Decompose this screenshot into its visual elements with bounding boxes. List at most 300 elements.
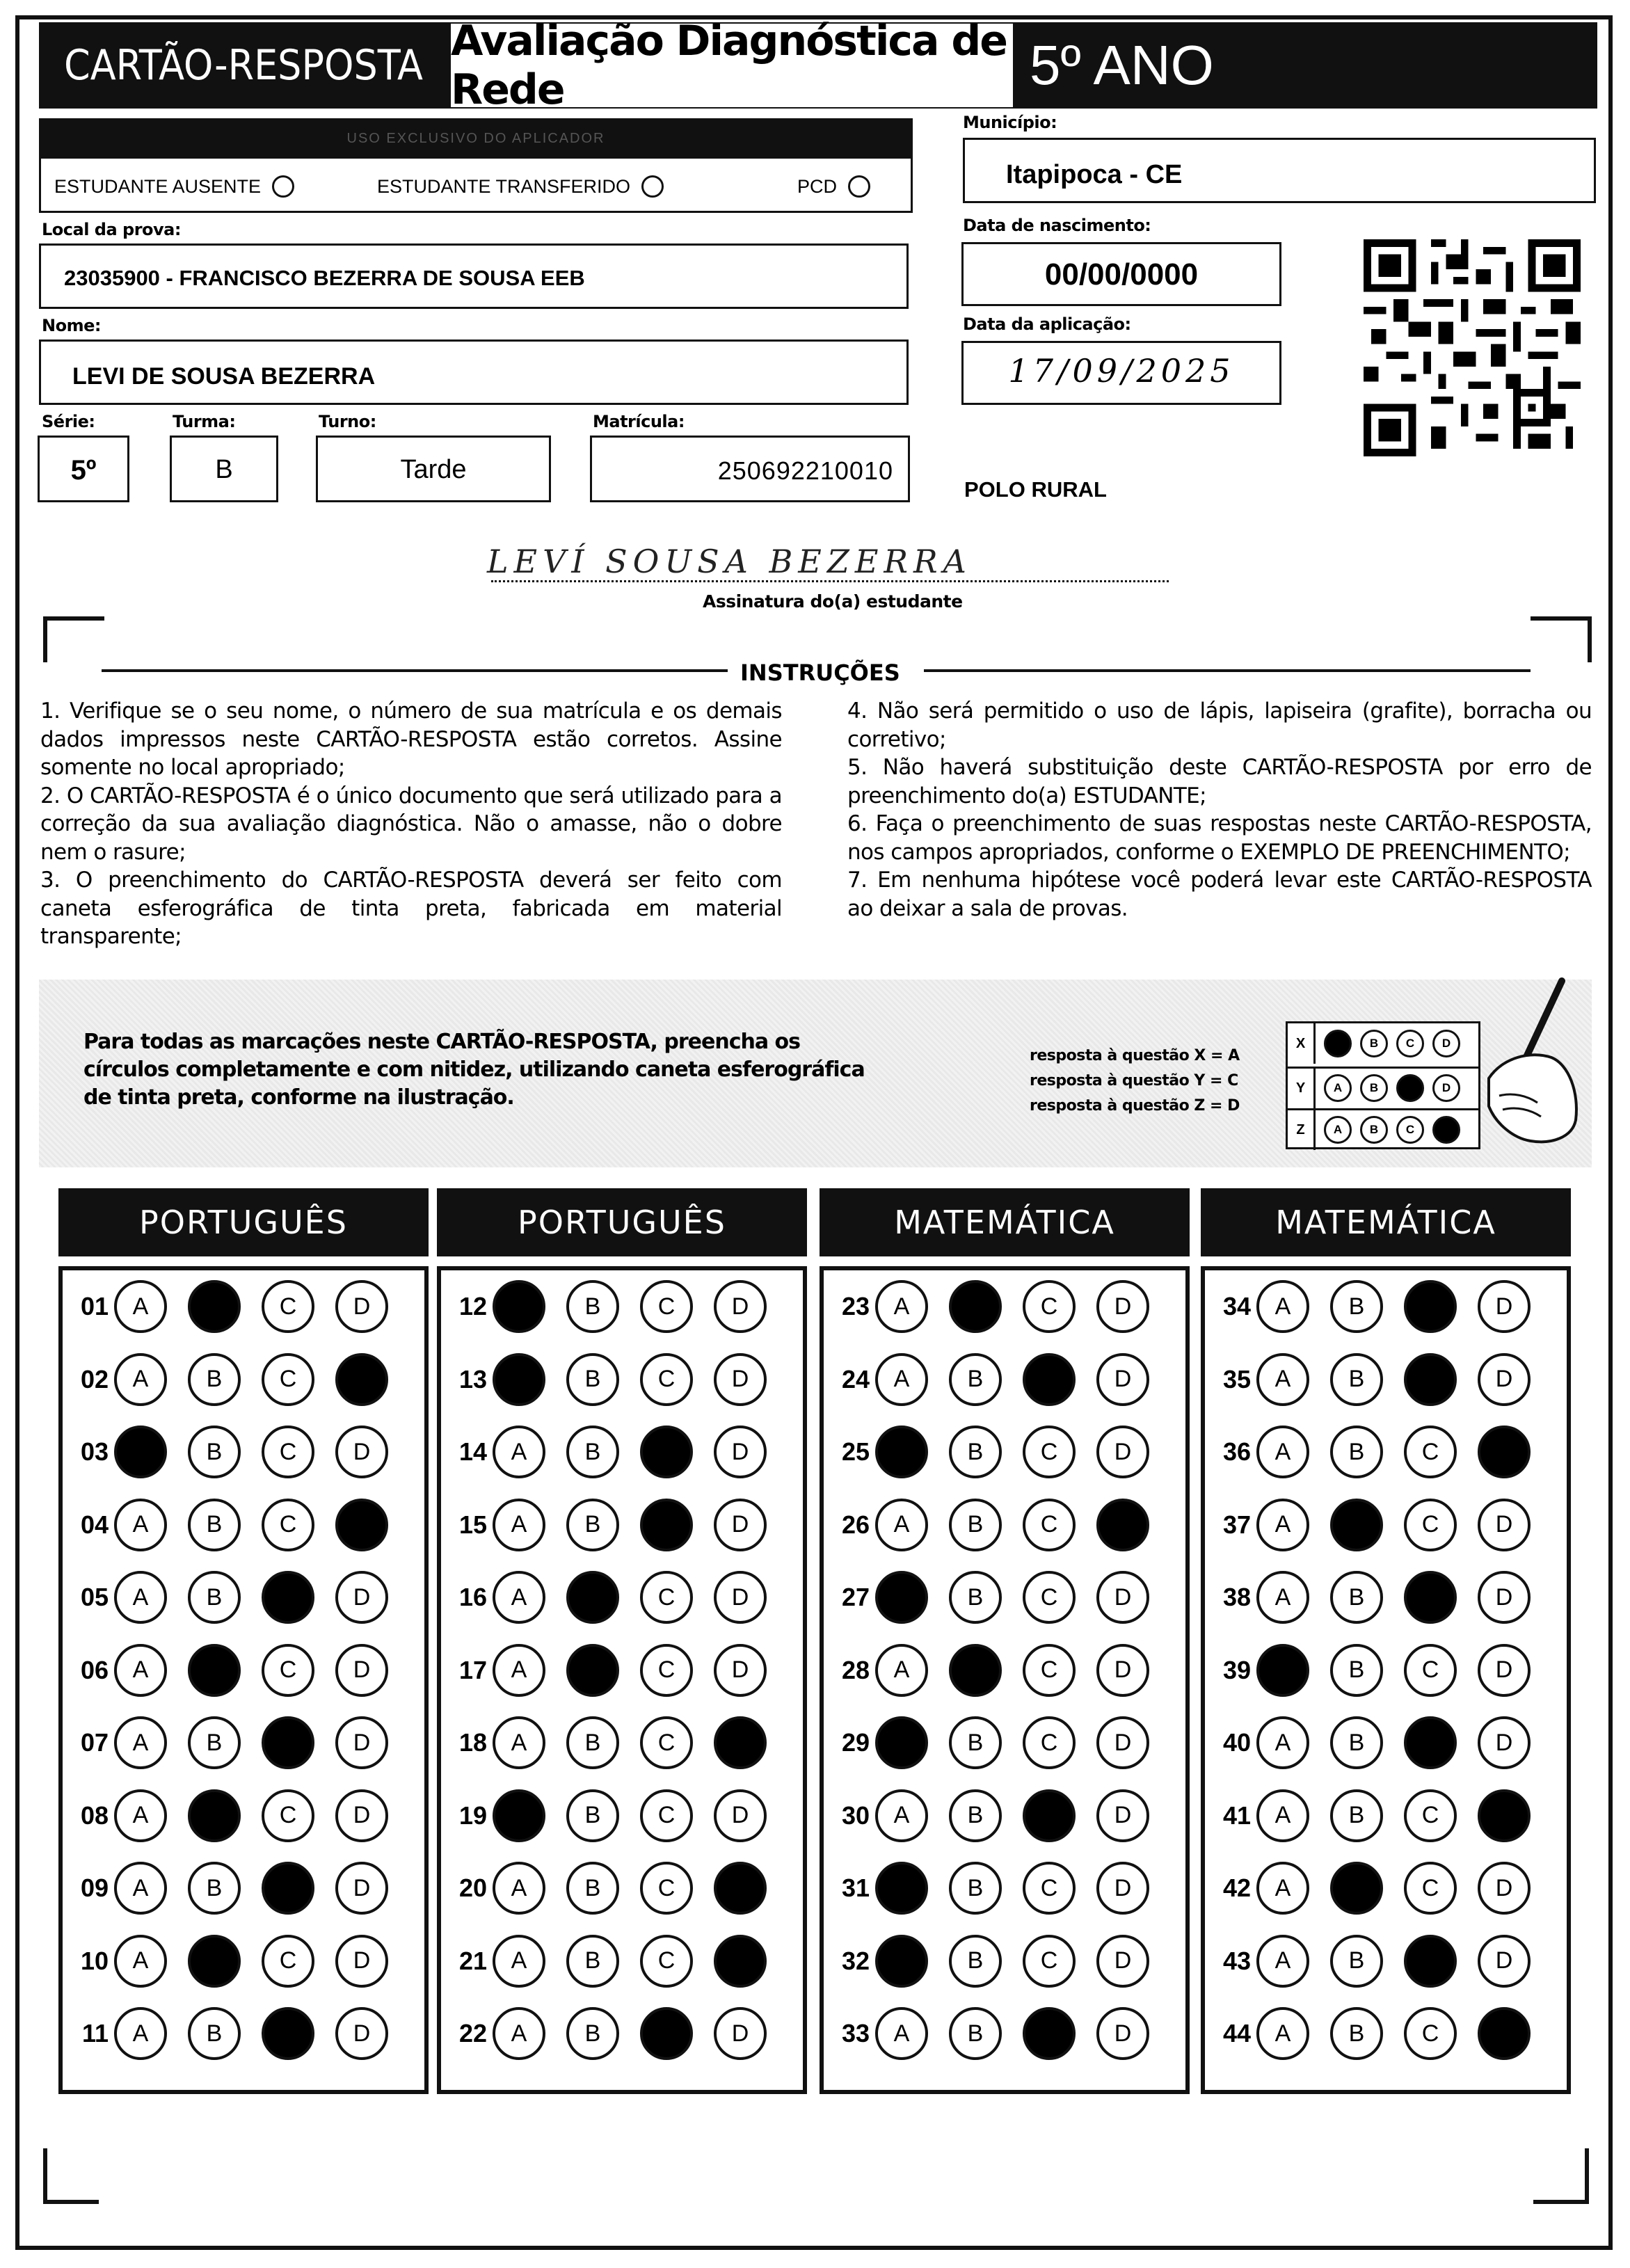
answer-bubble-a[interactable]: A [493, 1571, 545, 1624]
answer-bubble-a[interactable]: A [493, 1499, 545, 1551]
answer-bubble-c[interactable] [640, 2007, 693, 2060]
answer-bubble-c[interactable]: C [262, 1499, 314, 1551]
section-header: PORTUGUÊS [437, 1188, 807, 1256]
answer-bubble-d[interactable]: D [714, 1353, 767, 1406]
answer-bubble-c[interactable] [1404, 1280, 1457, 1333]
answer-bubble-c[interactable]: C [640, 1644, 693, 1697]
example-line-x: resposta à questão X = A [1030, 1047, 1240, 1064]
answer-bubble-b[interactable]: B [949, 1571, 1002, 1624]
question-number: 37 [1222, 1510, 1251, 1539]
answer-bubble-b[interactable]: B [1330, 1644, 1383, 1697]
pcd-label: PCD [797, 175, 838, 197]
absent-option[interactable] [54, 175, 294, 198]
transferred-label: ESTUDANTE TRANSFERIDO [377, 175, 631, 197]
answer-bubble-b[interactable] [1330, 1499, 1383, 1551]
question-number: 04 [80, 1510, 109, 1539]
answer-bubble-d[interactable]: D [335, 1426, 388, 1478]
answer-bubble-b[interactable]: B [188, 1499, 241, 1551]
answer-bubble-d[interactable] [335, 1499, 388, 1551]
question-row [68, 1788, 388, 1844]
hand-pen-icon [1447, 974, 1586, 1148]
answer-bubble-a[interactable]: A [875, 1353, 928, 1406]
polo-label: POLO RURAL [964, 477, 1107, 502]
question-row [829, 1643, 1149, 1698]
question-number: 27 [841, 1583, 870, 1611]
section-header: PORTUGUÊS [58, 1188, 429, 1256]
answer-bubble-b[interactable]: B [566, 1716, 619, 1769]
example-bubble-c: C [1396, 1030, 1424, 1057]
answer-bubble-b[interactable]: B [566, 1499, 619, 1551]
answer-bubble-d[interactable]: D [1096, 2007, 1149, 2060]
answer-bubble-b[interactable] [188, 1280, 241, 1333]
answer-bubble-a[interactable] [114, 1426, 167, 1478]
answer-bubble-c[interactable]: C [262, 1789, 314, 1842]
pcd-bubble[interactable] [848, 175, 870, 198]
answer-bubble-b[interactable]: B [566, 1935, 619, 1988]
question-row [1210, 1715, 1531, 1771]
question-number: 26 [841, 1510, 870, 1539]
nome-label: Nome: [42, 316, 101, 335]
answer-bubble-d[interactable]: D [335, 1644, 388, 1697]
absent-bubble[interactable] [272, 175, 294, 198]
question-row [68, 1279, 388, 1334]
example-line-z: resposta à questão Z = D [1030, 1097, 1240, 1115]
answer-bubble-a[interactable] [493, 1789, 545, 1842]
answer-bubble-d[interactable]: D [335, 1935, 388, 1988]
transferred-option[interactable] [377, 175, 664, 198]
signature-line [491, 580, 1169, 582]
answer-bubble-d[interactable]: D [1478, 1353, 1531, 1406]
question-row [68, 1497, 388, 1553]
question-number: 35 [1222, 1364, 1251, 1393]
answer-bubble-c[interactable]: C [1023, 1644, 1076, 1697]
answer-bubble-b[interactable]: B [949, 1935, 1002, 1988]
question-number: 43 [1222, 1946, 1251, 1975]
answer-bubble-d[interactable] [1478, 1789, 1531, 1842]
answer-bubble-b[interactable] [188, 1935, 241, 1988]
answer-bubble-d[interactable]: D [335, 2007, 388, 2060]
question-number: 09 [80, 1874, 109, 1902]
aplicacao-label: Data da aplicação: [963, 314, 1131, 334]
question-row [68, 1352, 388, 1407]
answer-bubble-b[interactable]: B [188, 2007, 241, 2060]
serie-label: Série: [42, 412, 95, 431]
answer-bubble-c[interactable] [262, 2007, 314, 2060]
answer-bubble-b[interactable]: B [1330, 1789, 1383, 1842]
answer-bubble-a[interactable]: A [493, 1935, 545, 1988]
answer-bubble-c[interactable]: C [262, 1644, 314, 1697]
turma-value: B [215, 455, 233, 484]
instructions-title: INSTRUÇÕES [740, 660, 900, 686]
answer-bubble-d[interactable]: D [1096, 1789, 1149, 1842]
answer-bubble-b[interactable]: B [949, 1499, 1002, 1551]
corner-bracket-top-left [43, 616, 104, 662]
answer-bubble-c[interactable]: C [262, 1280, 314, 1333]
answer-bubble-c[interactable]: C [1023, 1716, 1076, 1769]
answer-bubble-a[interactable]: A [493, 1862, 545, 1915]
nome-value: LEVI DE SOUSA BEZERRA [72, 363, 376, 390]
answer-bubble-a[interactable]: A [114, 1789, 167, 1842]
answer-bubble-b[interactable]: B [1330, 1353, 1383, 1406]
answer-bubble-a[interactable]: A [493, 1426, 545, 1478]
answer-bubble-d[interactable]: D [1478, 1644, 1531, 1697]
answer-bubble-b[interactable]: B [188, 1426, 241, 1478]
answer-bubble-c[interactable] [640, 1426, 693, 1478]
instruction-6: 6. Faça o preenchimento de suas respostas neste CARTÃO-RESPOSTA, nos campos apropriados, conforme o EXEMPLO DE PREENCHIMENTO; [847, 811, 1592, 865]
answer-bubble-b[interactable]: B [1330, 1935, 1383, 1988]
turma-label: Turma: [173, 412, 236, 431]
card-title: CARTÃO-RESPOSTA [64, 41, 423, 90]
question-number: 17 [458, 1655, 487, 1684]
answer-bubble-b[interactable]: B [949, 1862, 1002, 1915]
question-row [1210, 1497, 1531, 1553]
question-row [1210, 2006, 1531, 2061]
answer-bubble-c[interactable]: C [640, 1353, 693, 1406]
answer-bubble-c[interactable]: C [262, 1935, 314, 1988]
answer-bubble-a[interactable]: A [114, 1644, 167, 1697]
answer-bubble-b[interactable]: B [188, 1571, 241, 1624]
answer-bubble-d[interactable]: D [1478, 1862, 1531, 1915]
answer-bubble-c[interactable]: C [1404, 1644, 1457, 1697]
question-row [447, 1788, 767, 1844]
answer-bubble-a[interactable]: A [1256, 1935, 1309, 1988]
example-bubble-c: C [1396, 1116, 1424, 1144]
matricula-label: Matrícula: [593, 412, 685, 431]
answer-bubble-b[interactable] [566, 1571, 619, 1624]
question-number: 12 [458, 1292, 487, 1320]
answer-bubble-a[interactable]: A [114, 2007, 167, 2060]
answer-bubble-c[interactable]: C [262, 1353, 314, 1406]
answer-bubble-a[interactable]: A [1256, 1716, 1309, 1769]
question-row [829, 1352, 1149, 1407]
example-bubble-a [1324, 1030, 1352, 1057]
answer-bubble-d[interactable]: D [335, 1716, 388, 1769]
matricula-value: 250692210010 [717, 456, 893, 485]
answer-bubble-c[interactable] [1023, 1789, 1076, 1842]
answer-bubble-c[interactable] [640, 1499, 693, 1551]
example-row-label: Y [1288, 1068, 1316, 1108]
question-number: 06 [80, 1655, 109, 1684]
answer-bubble-c[interactable] [262, 1862, 314, 1915]
question-number: 25 [841, 1437, 870, 1466]
answer-bubble-c[interactable]: C [1023, 1862, 1076, 1915]
instruction-1: 1. Verifique se o seu nome, o número de sua matrícula e os demais dados impressos neste CARTÃO-RESPOSTA estão corretos. Assine somente no local apropriado; [40, 698, 782, 780]
answer-bubble-b[interactable] [949, 1644, 1002, 1697]
question-row [68, 1860, 388, 1916]
answer-bubble-a[interactable]: A [1256, 1789, 1309, 1842]
answer-bubble-a[interactable] [875, 1935, 928, 1988]
answer-bubble-c[interactable]: C [1023, 1935, 1076, 1988]
question-number: 14 [458, 1437, 487, 1466]
question-row [447, 1933, 767, 1989]
answer-bubble-c[interactable]: C [640, 1571, 693, 1624]
instruction-7: 7. Em nenhuma hipótese você poderá levar este CARTÃO-RESPOSTA ao deixar a sala de provas. [847, 868, 1592, 921]
answer-bubble-c[interactable] [1404, 1353, 1457, 1406]
example-line-y: resposta à questão Y = C [1030, 1072, 1238, 1089]
answer-bubble-b[interactable]: B [1330, 1280, 1383, 1333]
answer-bubble-d[interactable]: D [1096, 1353, 1149, 1406]
answer-bubble-a[interactable] [493, 1280, 545, 1333]
nascimento-label: Data de nascimento: [963, 216, 1151, 235]
instruction-3: 3. O preenchimento do CARTÃO-RESPOSTA deverá ser feito com caneta esferográfica de tinta preta, fabricada em material transparente; [40, 868, 782, 949]
question-number: 30 [841, 1800, 870, 1830]
answer-bubble-d[interactable]: D [714, 1789, 767, 1842]
answer-bubble-c[interactable]: C [1404, 1426, 1457, 1478]
answer-bubble-d[interactable] [1096, 1499, 1149, 1551]
answer-bubble-b[interactable] [1330, 1862, 1383, 1915]
answer-bubble-b[interactable]: B [188, 1353, 241, 1406]
answer-bubble-a[interactable]: A [114, 1353, 167, 1406]
question-row [1210, 1860, 1531, 1916]
example-bubble-b: B [1360, 1116, 1388, 1144]
question-number: 41 [1222, 1800, 1251, 1830]
question-row [829, 1715, 1149, 1771]
answer-bubble-b[interactable] [188, 1644, 241, 1697]
question-row [447, 1497, 767, 1553]
answer-bubble-b[interactable]: B [949, 1353, 1002, 1406]
answer-bubble-c[interactable] [1404, 1935, 1457, 1988]
answer-bubble-d[interactable]: D [1478, 1499, 1531, 1551]
question-row [829, 1570, 1149, 1625]
answer-bubble-b[interactable]: B [949, 1716, 1002, 1769]
question-number: 32 [841, 1946, 870, 1975]
answer-bubble-a[interactable]: A [875, 1644, 928, 1697]
answer-bubble-d[interactable] [714, 1716, 767, 1769]
answer-bubble-d[interactable]: D [335, 1280, 388, 1333]
section-header: MATEMÁTICA [1201, 1188, 1571, 1256]
answer-bubble-d[interactable]: D [1478, 1571, 1531, 1624]
question-row [1210, 1352, 1531, 1407]
question-number: 16 [458, 1583, 487, 1611]
answer-bubble-b[interactable]: B [188, 1862, 241, 1915]
answer-bubble-d[interactable] [1478, 1426, 1531, 1478]
answer-bubble-d[interactable] [335, 1353, 388, 1406]
question-number: 18 [458, 1728, 487, 1757]
answer-bubble-d[interactable]: D [1478, 1716, 1531, 1769]
answer-bubble-c[interactable] [1404, 1716, 1457, 1769]
question-number: 38 [1222, 1583, 1251, 1611]
answer-bubble-b[interactable]: B [566, 1426, 619, 1478]
answer-bubble-d[interactable]: D [714, 2007, 767, 2060]
question-number: 03 [80, 1437, 109, 1466]
answer-bubble-b[interactable]: B [949, 1789, 1002, 1842]
question-row [829, 1424, 1149, 1480]
answer-bubble-a[interactable]: A [114, 1935, 167, 1988]
answer-bubble-c[interactable] [262, 1571, 314, 1624]
answer-bubble-a[interactable]: A [875, 1280, 928, 1333]
answer-bubble-c[interactable] [1404, 1571, 1457, 1624]
answer-bubble-b[interactable]: B [1330, 1426, 1383, 1478]
answer-bubble-a[interactable]: A [1256, 1499, 1309, 1551]
answer-bubble-a[interactable]: A [493, 1644, 545, 1697]
answer-bubble-c[interactable]: C [1023, 1426, 1076, 1478]
question-row [829, 2006, 1149, 2061]
answer-bubble-a[interactable]: A [493, 2007, 545, 2060]
answer-bubble-a[interactable]: A [1256, 1426, 1309, 1478]
answer-bubble-d[interactable]: D [714, 1499, 767, 1551]
instructions-right-column [847, 697, 1592, 923]
answer-bubble-a[interactable]: A [875, 1499, 928, 1551]
answer-bubble-d[interactable]: D [1096, 1716, 1149, 1769]
answer-bubble-c[interactable]: C [1404, 2007, 1457, 2060]
answer-bubble-b[interactable] [949, 1280, 1002, 1333]
answer-bubble-a[interactable]: A [114, 1862, 167, 1915]
answer-bubble-d[interactable]: D [714, 1426, 767, 1478]
question-row [447, 1715, 767, 1771]
question-row [829, 1860, 1149, 1916]
question-row [447, 1643, 767, 1698]
instruction-5: 5. Não haverá substituição deste CARTÃO-RESPOSTA por erro de preenchimento do(a) ESTUDANTE; [847, 755, 1592, 808]
answer-bubble-a[interactable]: A [1256, 1862, 1309, 1915]
example-bubble-d: D [1432, 1074, 1460, 1102]
answer-bubble-a[interactable]: A [1256, 1280, 1309, 1333]
answer-bubble-b[interactable] [188, 1789, 241, 1842]
pcd-option[interactable] [797, 175, 870, 198]
answer-bubble-c[interactable]: C [262, 1426, 314, 1478]
answer-bubble-d[interactable]: D [335, 1862, 388, 1915]
example-bubble-c [1396, 1074, 1424, 1102]
answer-bubble-d[interactable]: D [1096, 1862, 1149, 1915]
transferred-bubble[interactable] [641, 175, 664, 198]
answer-bubble-c[interactable]: C [1404, 1862, 1457, 1915]
signature: LEVÍ SOUSA BEZERRA [487, 543, 972, 580]
answer-bubble-c[interactable]: C [640, 1789, 693, 1842]
question-row [1210, 1788, 1531, 1844]
answer-bubble-b[interactable]: B [949, 1426, 1002, 1478]
answer-bubble-d[interactable]: D [1096, 1280, 1149, 1333]
answer-bubble-d[interactable]: D [1096, 1644, 1149, 1697]
answer-bubble-a[interactable] [875, 1862, 928, 1915]
answer-bubble-c[interactable] [1023, 1353, 1076, 1406]
answer-bubble-c[interactable]: C [1404, 1789, 1457, 1842]
instructions-rule-right [924, 669, 1531, 672]
answer-bubble-b[interactable]: B [1330, 1571, 1383, 1624]
question-row [447, 1570, 767, 1625]
local-label: Local da prova: [42, 220, 181, 239]
section-header: MATEMÁTICA [820, 1188, 1190, 1256]
answer-bubble-a[interactable]: A [1256, 1571, 1309, 1624]
answer-bubble-d[interactable] [714, 1862, 767, 1915]
answer-bubble-d[interactable]: D [714, 1644, 767, 1697]
answer-bubble-a[interactable]: A [493, 1716, 545, 1769]
answer-bubble-b[interactable] [566, 1644, 619, 1697]
answer-bubble-b[interactable]: B [949, 2007, 1002, 2060]
question-row [829, 1788, 1149, 1844]
example-row-label: X [1288, 1023, 1316, 1064]
question-row [1210, 1933, 1531, 1989]
answer-bubble-a[interactable]: A [114, 1571, 167, 1624]
answer-bubble-d[interactable] [1478, 2007, 1531, 2060]
answer-bubble-c[interactable]: C [1023, 1280, 1076, 1333]
question-number: 11 [81, 2019, 109, 2047]
answer-bubble-d[interactable]: D [1096, 1935, 1149, 1988]
question-number: 20 [458, 1874, 487, 1902]
answer-bubble-b[interactable]: B [566, 1280, 619, 1333]
answer-bubble-c[interactable]: C [640, 1280, 693, 1333]
question-row [829, 1933, 1149, 1989]
answer-bubble-c[interactable]: C [640, 1862, 693, 1915]
question-number: 29 [841, 1728, 870, 1757]
question-number: 01 [80, 1292, 109, 1320]
answer-bubble-d[interactable]: D [714, 1280, 767, 1333]
answer-bubble-a[interactable]: A [114, 1499, 167, 1551]
answer-bubble-a[interactable]: A [1256, 2007, 1309, 2060]
answer-bubble-a[interactable]: A [875, 1789, 928, 1842]
question-number: 08 [80, 1800, 109, 1830]
answer-bubble-b[interactable]: B [566, 2007, 619, 2060]
nascimento-value: 00/00/0000 [1044, 257, 1199, 292]
answer-bubble-d[interactable]: D [1096, 1426, 1149, 1478]
example-bubble-d: D [1432, 1030, 1460, 1057]
question-number: 15 [458, 1510, 487, 1539]
answer-bubble-a[interactable]: A [114, 1716, 167, 1769]
answer-bubble-b[interactable]: B [1330, 2007, 1383, 2060]
answer-bubble-a[interactable] [875, 1426, 928, 1478]
answer-bubble-b[interactable]: B [566, 1862, 619, 1915]
answer-bubble-a[interactable]: A [875, 2007, 928, 2060]
answer-bubble-c[interactable]: C [1404, 1499, 1457, 1551]
answer-bubble-d[interactable] [714, 1935, 767, 1988]
turno-label: Turno: [319, 412, 376, 431]
example-legend [1030, 1044, 1240, 1119]
question-number: 33 [841, 2019, 870, 2047]
corner-bracket-bottom-right [1533, 2148, 1589, 2204]
answer-bubble-a[interactable]: A [114, 1280, 167, 1333]
question-row [447, 1424, 767, 1480]
question-row [68, 1933, 388, 1989]
answer-bubble-c[interactable]: C [1023, 1499, 1076, 1551]
answer-bubble-d[interactable]: D [335, 1571, 388, 1624]
answer-bubble-a[interactable] [875, 1716, 928, 1769]
signature-label: Assinatura do(a) estudante [703, 591, 963, 612]
answer-bubble-a[interactable] [493, 1353, 545, 1406]
question-row [68, 2006, 388, 2061]
answer-bubble-c[interactable] [1023, 2007, 1076, 2060]
example-text: Para todas as marcações neste CARTÃO-RESPOSTA, preencha os círculos completamente e com nitidez, utilizando caneta esferográfica de tinta preta, conforme na ilustração. [83, 1030, 865, 1110]
evaluation-title: Avaliação Diagnóstica de Rede [451, 24, 1013, 107]
answer-bubble-b[interactable]: B [566, 1353, 619, 1406]
answer-bubble-b[interactable]: B [566, 1789, 619, 1842]
question-number: 13 [458, 1364, 487, 1393]
answer-bubble-d[interactable]: D [714, 1571, 767, 1624]
answer-bubble-d[interactable]: D [335, 1789, 388, 1842]
answer-bubble-d[interactable]: D [1096, 1571, 1149, 1624]
answer-bubble-d[interactable]: D [1478, 1935, 1531, 1988]
answer-bubble-c[interactable]: C [1023, 1571, 1076, 1624]
answer-bubble-b[interactable]: B [1330, 1716, 1383, 1769]
question-row [1210, 1279, 1531, 1334]
answer-bubble-c[interactable] [262, 1716, 314, 1769]
corner-bracket-top-right [1531, 616, 1592, 662]
answer-bubble-b[interactable]: B [188, 1716, 241, 1769]
answer-bubble-c[interactable]: C [640, 1716, 693, 1769]
instruction-4: 4. Não será permitido o uso de lápis, lapiseira (grafite), borracha ou corretivo; [847, 698, 1592, 752]
answer-bubble-c[interactable]: C [640, 1935, 693, 1988]
question-number: 39 [1222, 1655, 1251, 1684]
answer-bubble-a[interactable]: A [1256, 1353, 1309, 1406]
question-number: 02 [80, 1364, 109, 1393]
question-number: 28 [841, 1655, 870, 1684]
answer-bubble-d[interactable]: D [1478, 1280, 1531, 1333]
question-number: 07 [80, 1728, 109, 1757]
aplicacao-handwritten: 17/09/2025 [1008, 352, 1235, 390]
question-number: 44 [1222, 2019, 1251, 2047]
question-number: 05 [80, 1583, 109, 1611]
question-row [829, 1497, 1149, 1553]
instruction-2: 2. O CARTÃO-RESPOSTA é o único documento que será utilizado para a correção da sua avaliação diagnóstica. Não o amasse, não o dobre nem o rasure; [40, 783, 782, 865]
answer-bubble-a[interactable] [1256, 1644, 1309, 1697]
answer-bubble-a[interactable] [875, 1571, 928, 1624]
